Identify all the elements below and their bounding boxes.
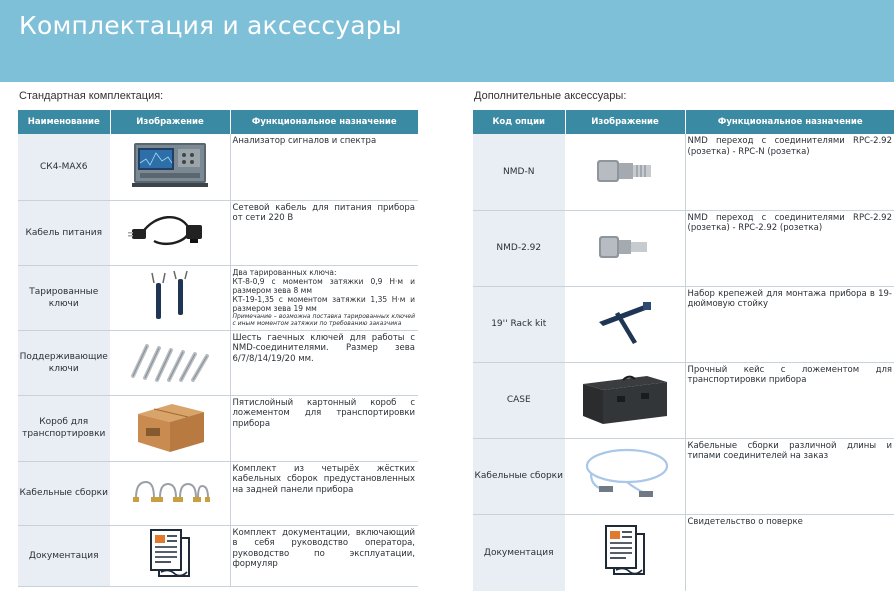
item-note: Примечание – возможна поставка тарированных ключей с иным моментом затяжки по требованию заказчика	[232, 312, 415, 327]
table-row	[473, 362, 894, 438]
standard-equipment-table	[18, 110, 418, 587]
cable-assemblies-icon	[130, 476, 210, 506]
table-row	[18, 525, 418, 586]
item-name: СК4-МАХ6	[18, 134, 110, 200]
table-row	[473, 210, 894, 286]
rack-kit-icon	[585, 296, 665, 348]
table-row	[18, 330, 418, 395]
table-row	[18, 134, 418, 200]
item-name: Тарированные ключи	[18, 265, 110, 330]
item-name: Кабель питания	[18, 200, 110, 265]
cardboard-box-icon	[132, 398, 208, 454]
option-description: Свидетельство о поверке	[685, 514, 894, 591]
option-code: NMD-2.92	[473, 210, 565, 286]
item-description-line: КТ-19-1,35 с моментом затяжки 1,35 Н·м и размером зева 19 мм	[232, 294, 415, 313]
column-header: Код опции	[473, 110, 565, 134]
option-code: CASE	[473, 362, 565, 438]
column-header: Изображение	[565, 110, 685, 134]
nmd-292-adapter-icon	[595, 226, 655, 266]
nmd-n-adapter-icon	[593, 150, 657, 190]
table-row	[18, 200, 418, 265]
option-description: Прочный кейс с ложементом для транспортировки прибора	[685, 362, 894, 438]
page-title: Комплектация и аксессуары	[19, 11, 402, 40]
hard-case-icon	[577, 368, 673, 428]
item-description: Пятислойный картонный короб с ложементом для транспортировки прибора	[230, 395, 418, 461]
item-description: Шесть гаечных ключей для работы с NMD-соединителями. Размер зева 6/7/8/14/19/20 мм.	[230, 330, 418, 395]
option-code: Документация	[473, 514, 565, 591]
item-name: Поддерживающие ключи	[18, 330, 110, 395]
optional-accessories-table	[473, 110, 894, 591]
option-code: Кабельные сборки	[473, 438, 565, 514]
documents-icon	[145, 528, 195, 580]
option-description: NMD переход с соединителями RPC-2.92 (розетка) - RPC-N (розетка)	[685, 134, 894, 210]
torque-wrench-icon	[140, 269, 200, 323]
table-header-row	[18, 110, 418, 134]
item-description: Комплект документации, включающий в себя руководство оператора, руководство по эксплуатации, формуляр	[230, 525, 418, 586]
cable-assembly-icon	[577, 444, 673, 504]
table-row	[473, 134, 894, 210]
table-header-row	[473, 110, 894, 134]
table-row	[473, 438, 894, 514]
table-row	[473, 286, 894, 362]
table-row	[18, 395, 418, 461]
option-description: NMD переход с соединителями RPC-2.92 (розетка) - RPC-2.92 (розетка)	[685, 210, 894, 286]
item-description-line: КТ-8-0,9 с моментом затяжки 0,9 Н·м и размером зева 8 мм	[232, 276, 415, 295]
item-name: Кабельные сборки	[18, 461, 110, 525]
table-row	[18, 461, 418, 525]
option-code: 19'' Rack kit	[473, 286, 565, 362]
item-description: Комплект из четырёх жёстких кабельных сборок предустановленных на задней панели прибора	[230, 461, 418, 525]
standard-section-title: Стандартная комплектация:	[19, 90, 164, 102]
option-description: Кабельные сборки различной длины и типами соединителей на заказ	[685, 438, 894, 514]
page-header	[0, 0, 894, 82]
item-name: Документация	[18, 525, 110, 586]
table-row	[18, 265, 418, 330]
option-code: NMD-N	[473, 134, 565, 210]
column-header: Изображение	[110, 110, 230, 134]
item-name: Короб для транспортировки	[18, 395, 110, 461]
documents-icon	[600, 524, 650, 578]
item-description: Два тарированных ключа:	[232, 267, 337, 277]
optional-section-title: Дополнительные аксессуары:	[474, 90, 627, 102]
wrench-set-icon	[125, 336, 215, 386]
column-header: Функциональное назначение	[685, 110, 894, 134]
option-description: Набор крепежей для монтажа прибора в 19-дюймовую стойку	[685, 286, 894, 362]
item-description: Сетевой кабель для питания прибора от сети 220 В	[230, 200, 418, 265]
analyzer-device-icon	[128, 139, 212, 191]
item-description: Анализатор сигналов и спектра	[230, 134, 418, 200]
column-header: Наименование	[18, 110, 110, 134]
column-header: Функциональное назначение	[230, 110, 418, 134]
power-cable-icon	[128, 209, 212, 253]
table-row	[473, 514, 894, 591]
